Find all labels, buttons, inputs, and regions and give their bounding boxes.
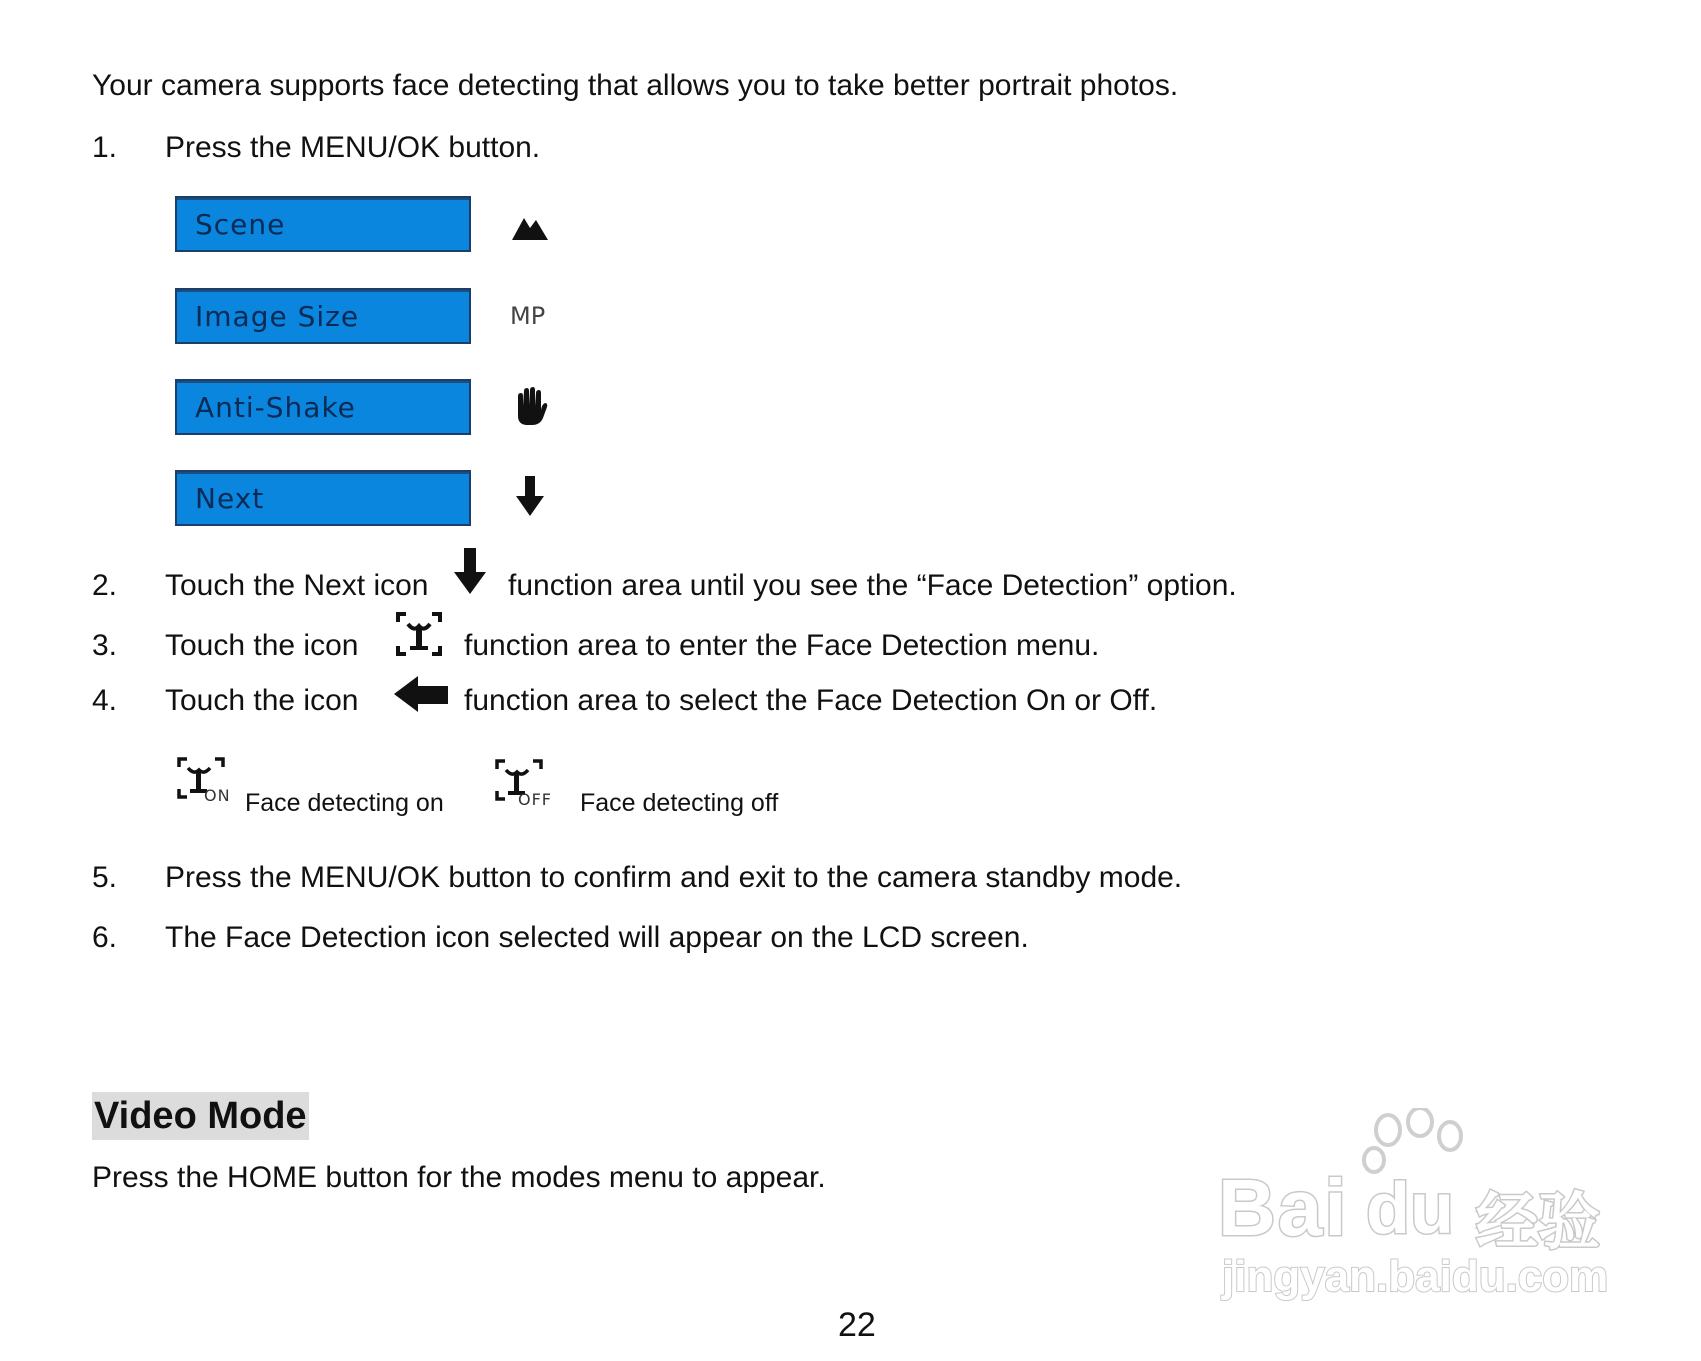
step-text-after: function area to enter the Face Detection menu. <box>464 629 1100 662</box>
step-text-after: function area until you see the “Face Detection” option. <box>508 569 1237 602</box>
step-text: Press the MENU/OK button to confirm and exit to the camera standby mode. <box>165 861 1183 894</box>
step-number: 5. <box>92 861 118 894</box>
section-heading: Video Mode <box>92 1092 309 1140</box>
scene-label: Scene <box>195 208 286 241</box>
anti-shake-button[interactable] <box>175 379 471 435</box>
step-text: Press the MENU/OK button. <box>165 131 541 164</box>
watermark-jingyan: 经验 <box>1476 1185 1601 1258</box>
baidu-watermark <box>1218 1112 1618 1312</box>
watermark-du: du <box>1366 1169 1454 1249</box>
step-text: The Face Detection icon selected will appear on the LCD screen. <box>165 921 1029 954</box>
face-off-label: Face detecting off <box>580 789 779 817</box>
image-size-label: Image Size <box>195 300 360 333</box>
page-number: 22 <box>838 1306 876 1344</box>
watermark-url: jingyan.baidu.com <box>1222 1252 1609 1301</box>
step-number: 3. <box>92 629 118 662</box>
scene-button[interactable] <box>175 196 471 252</box>
step-text-before: Touch the icon <box>165 684 359 717</box>
step-number: 1. <box>92 131 118 164</box>
mountain-icon <box>508 208 552 252</box>
hand-icon <box>508 384 552 428</box>
watermark-baidu: Bai <box>1218 1163 1349 1252</box>
step-text-before: Touch the Next icon <box>165 569 429 602</box>
step-text-before: Touch the icon <box>165 629 359 662</box>
step-number: 6. <box>92 921 118 954</box>
off-icon-text: OFF <box>518 790 552 809</box>
anti-shake-label: Anti-Shake <box>195 391 356 424</box>
on-icon-text: ON <box>204 786 231 805</box>
next-label: Next <box>195 482 265 515</box>
face-detection-icon <box>394 610 444 658</box>
left-arrow-icon <box>392 674 450 714</box>
down-arrow-icon <box>450 546 490 596</box>
mp-icon: MP <box>510 302 546 330</box>
step-text-after: function area to select the Face Detection On or Off. <box>464 684 1158 717</box>
down-arrow-icon <box>508 474 552 518</box>
step-number: 2. <box>92 569 118 602</box>
section-text: Press the HOME button for the modes menu to appear. <box>92 1161 826 1194</box>
step-number: 4. <box>92 684 118 717</box>
next-button[interactable] <box>175 470 471 526</box>
face-on-label: Face detecting on <box>245 789 444 817</box>
intro-text: Your camera supports face detecting that allows you to take better portrait photos. <box>92 69 1179 102</box>
image-size-button[interactable] <box>175 288 471 344</box>
